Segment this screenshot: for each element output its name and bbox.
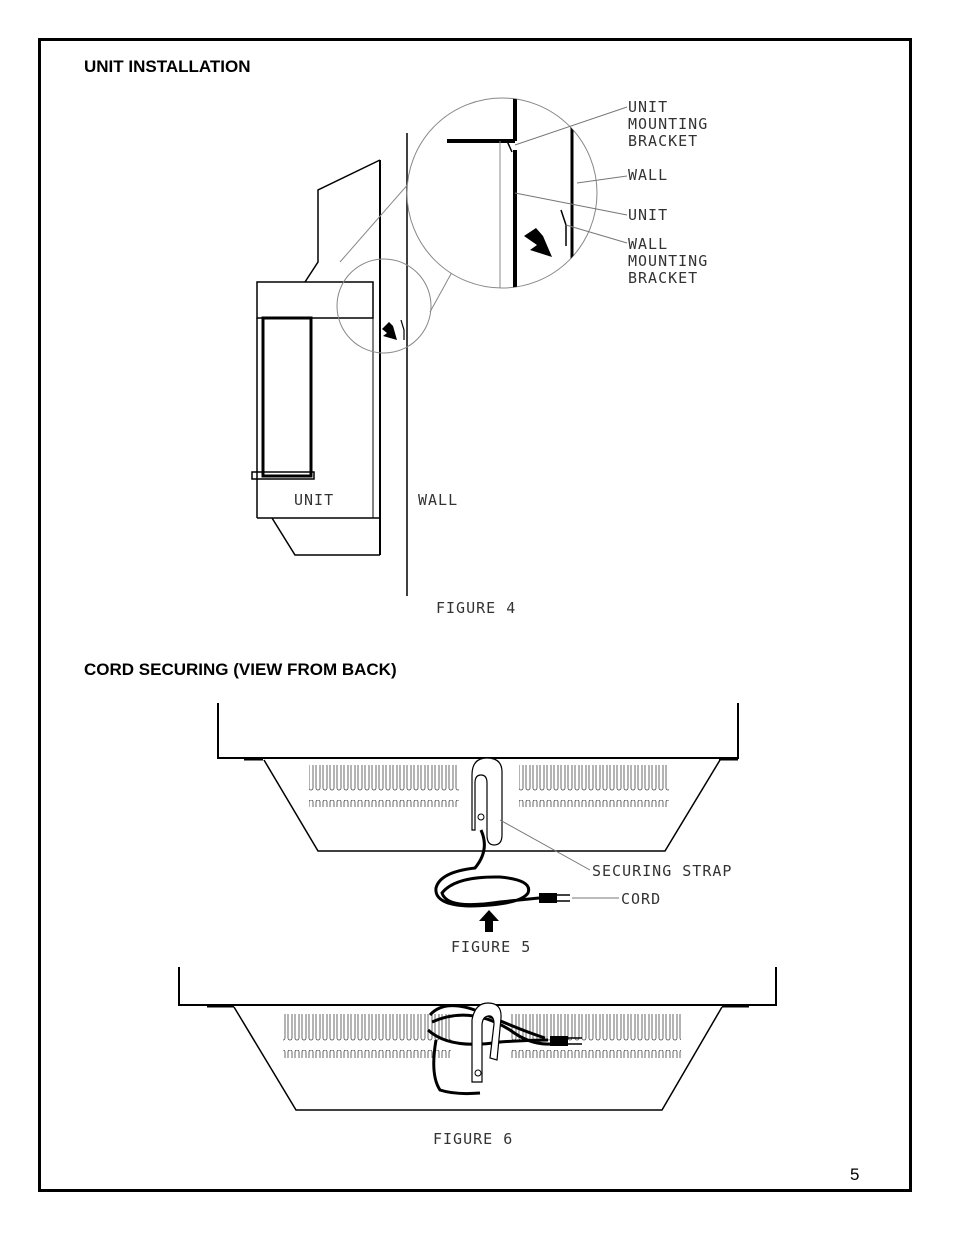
figure-6-drawing (179, 967, 776, 1148)
label-securing-strap: SECURING STRAP (592, 862, 733, 880)
cord-plug (539, 893, 557, 903)
figure-6-caption: FIGURE 6 (433, 1130, 514, 1148)
figure-5-drawing (218, 703, 738, 956)
callout-wall-mounting-bracket-1: WALL (628, 235, 669, 253)
callout-wall-mounting-bracket-3: BRACKET (628, 269, 699, 287)
callout-unit-mounting-bracket-2: MOUNTING (628, 115, 709, 133)
arrow-small (382, 322, 397, 340)
page-number: 5 (850, 1165, 860, 1184)
label-wall: WALL (418, 491, 459, 509)
label-unit: UNIT (294, 491, 335, 509)
callout-wall-mounting-bracket-2: MOUNTING (628, 252, 709, 270)
figure-5-caption: FIGURE 5 (451, 938, 532, 956)
figure-4-drawing (252, 95, 708, 617)
callout-unit-mounting-bracket-3: BRACKET (628, 132, 699, 150)
figure-4-caption: FIGURE 4 (436, 599, 517, 617)
callout-unit-mounting-bracket-1: UNIT (628, 98, 669, 116)
detail-circle (337, 259, 431, 353)
label-cord: CORD (621, 890, 662, 908)
wall-bracket-small (401, 320, 404, 340)
heading-unit-installation: UNIT INSTALLATION (84, 57, 251, 76)
up-arrow (479, 910, 499, 932)
callout-wall: WALL (628, 166, 669, 184)
cord-plug-installed (550, 1036, 568, 1046)
securing-strap (472, 758, 502, 845)
heading-cord-securing: CORD SECURING (VIEW FROM BACK) (84, 660, 397, 679)
callout-unit: UNIT (628, 206, 669, 224)
